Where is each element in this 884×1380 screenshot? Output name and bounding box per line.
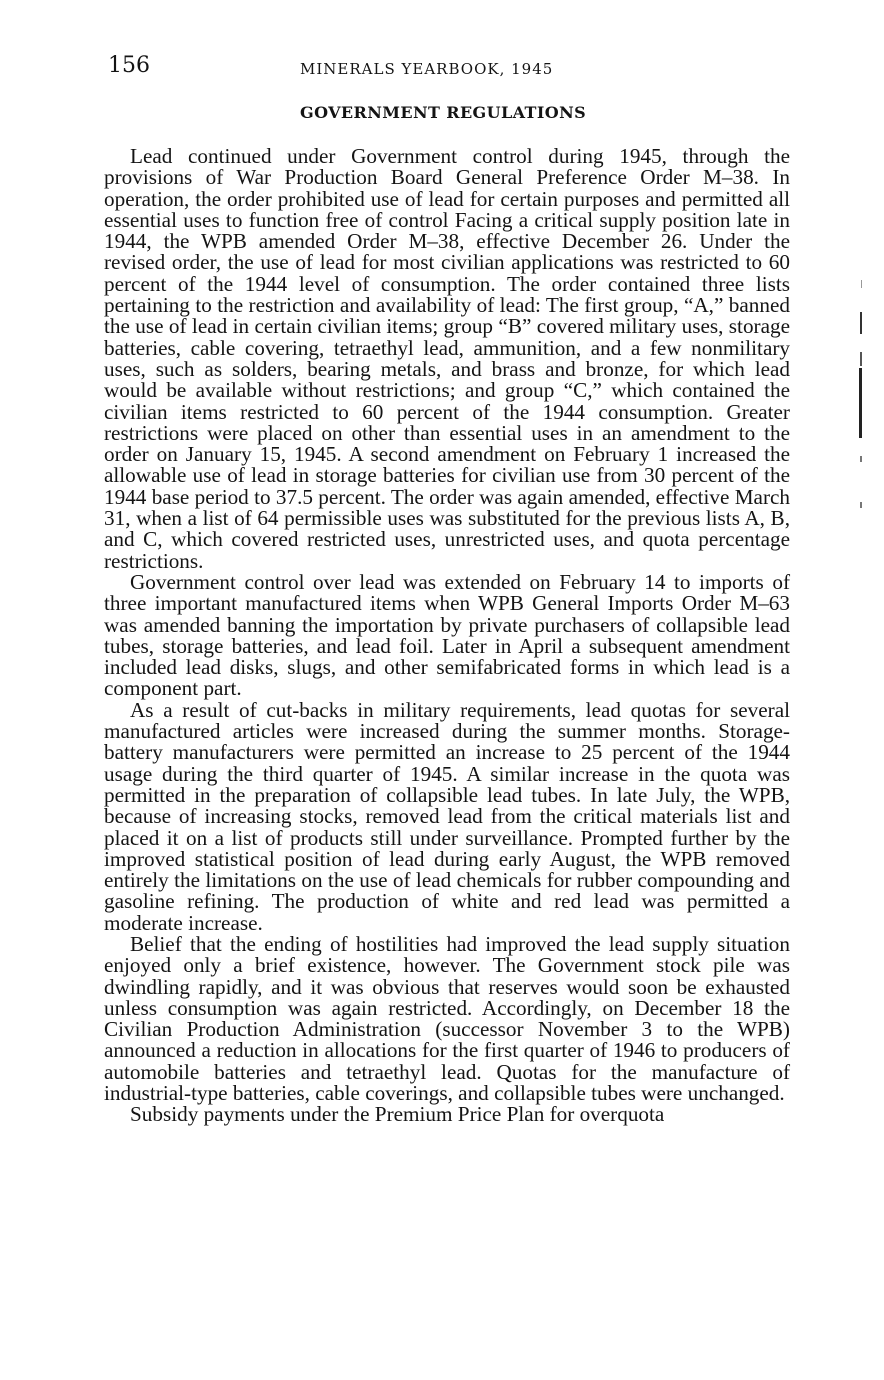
scan-mark xyxy=(860,312,862,334)
paragraph-3: As a result of cut-backs in military requirements, lead quotas for several manufactured articles were increased during the summer months. Storage-battery manufacturers were permitted an increase to 25 percent of the 1944 usage during the third quarter of 1945. A similar increase in the quota was permitted in the preparation of collapsible lead tubes. In late July, the WPB, because of increasing stocks, removed lead from the critical materials list and placed it on a list of products still under surveillance. Prompted further by the improved statistical position of lead during early August, the WPB removed entirely the limitations on the use of lead chemicals for rubber compounding and gasoline refining. The production of white and red lead was permitted a moderate increase. xyxy=(104,697,790,935)
scan-mark xyxy=(861,280,862,288)
scan-mark xyxy=(860,456,862,462)
scan-margin-marks xyxy=(855,260,867,520)
page-number: 156 xyxy=(108,53,150,78)
paragraph-2: Government control over lead was extended on February 14 to imports of three important manufactured items when WPB General Imports Order M–63 was amended banning the importation by private purchasers of collapsible lead tubes, storage batteries, and lead foil. Later in April a subsequent amendment included lead disks, slugs, and other semifabricated forms in which lead is a component part. xyxy=(104,569,790,701)
paragraph-5: Subsidy payments under the Premium Price Plan for overquota xyxy=(130,1102,665,1127)
scan-mark xyxy=(860,502,862,508)
paragraph-4: Belief that the ending of hostilities had improved the lead supply situation enjoyed only a brief existence, however. The Government stock pile was dwindling rapidly, and it was obvious that reserves would soon be exhausted unless consumption was again restricted. Accordingly, on December 18 the Civilian Production Administration (successor November 3 to the WPB) announced a reduction in allocations for the first quarter of 1946 to producers of automobile batteries and tetraethyl lead. Quotas for the manufacture of industrial-type batteries, cable coverings, and collapsible tubes were unchanged. xyxy=(104,931,790,1106)
running-title: MINERALS YEARBOOK, 1945 xyxy=(300,60,554,78)
scan-mark xyxy=(860,352,862,366)
paragraph-1: Lead continued under Government control during 1945, through the provisions of War Production Board General Preference Order M–38. In operation, the order prohibited use of lead for certain purposes and permitted all essential uses to function free of control Facing a critical supply position late in 1944, the WPB amended Order M–38, effective December 26. Under the revised order, the use of lead for most civilian applications was restricted to 60 percent of the 1944 level of consumption. The order contained three lists pertaining to the restriction and availability of lead: The first group, “A,” banned the use of lead in certain civilian items; group “B” covered military uses, storage batteries, cable covering, tetraethyl lead, ammunition, and a few nonmilitary uses, such as solders, bearing metals, and brass and bronze, for which lead would be available without restrictions; and group “C,” which contained the civilian items restricted to 60 percent of the 1944 consumption. Greater restrictions were placed on other than essential uses in an amendment to the order on January 15, 1945. A second amendment on February 1 increased the allowable use of lead in storage batteries for civilian use from 30 percent of the 1944 base period to 37.5 percent. The order was again amended, effective March 31, when a list of 64 permissible uses was substituted for the previous lists A, B, and C, which covered restricted uses, unrestricted uses, and quota percentage restrictions. xyxy=(104,144,790,573)
section-heading: GOVERNMENT REGULATIONS xyxy=(300,103,587,122)
scan-mark xyxy=(859,368,862,438)
body-text xyxy=(104,146,790,1126)
